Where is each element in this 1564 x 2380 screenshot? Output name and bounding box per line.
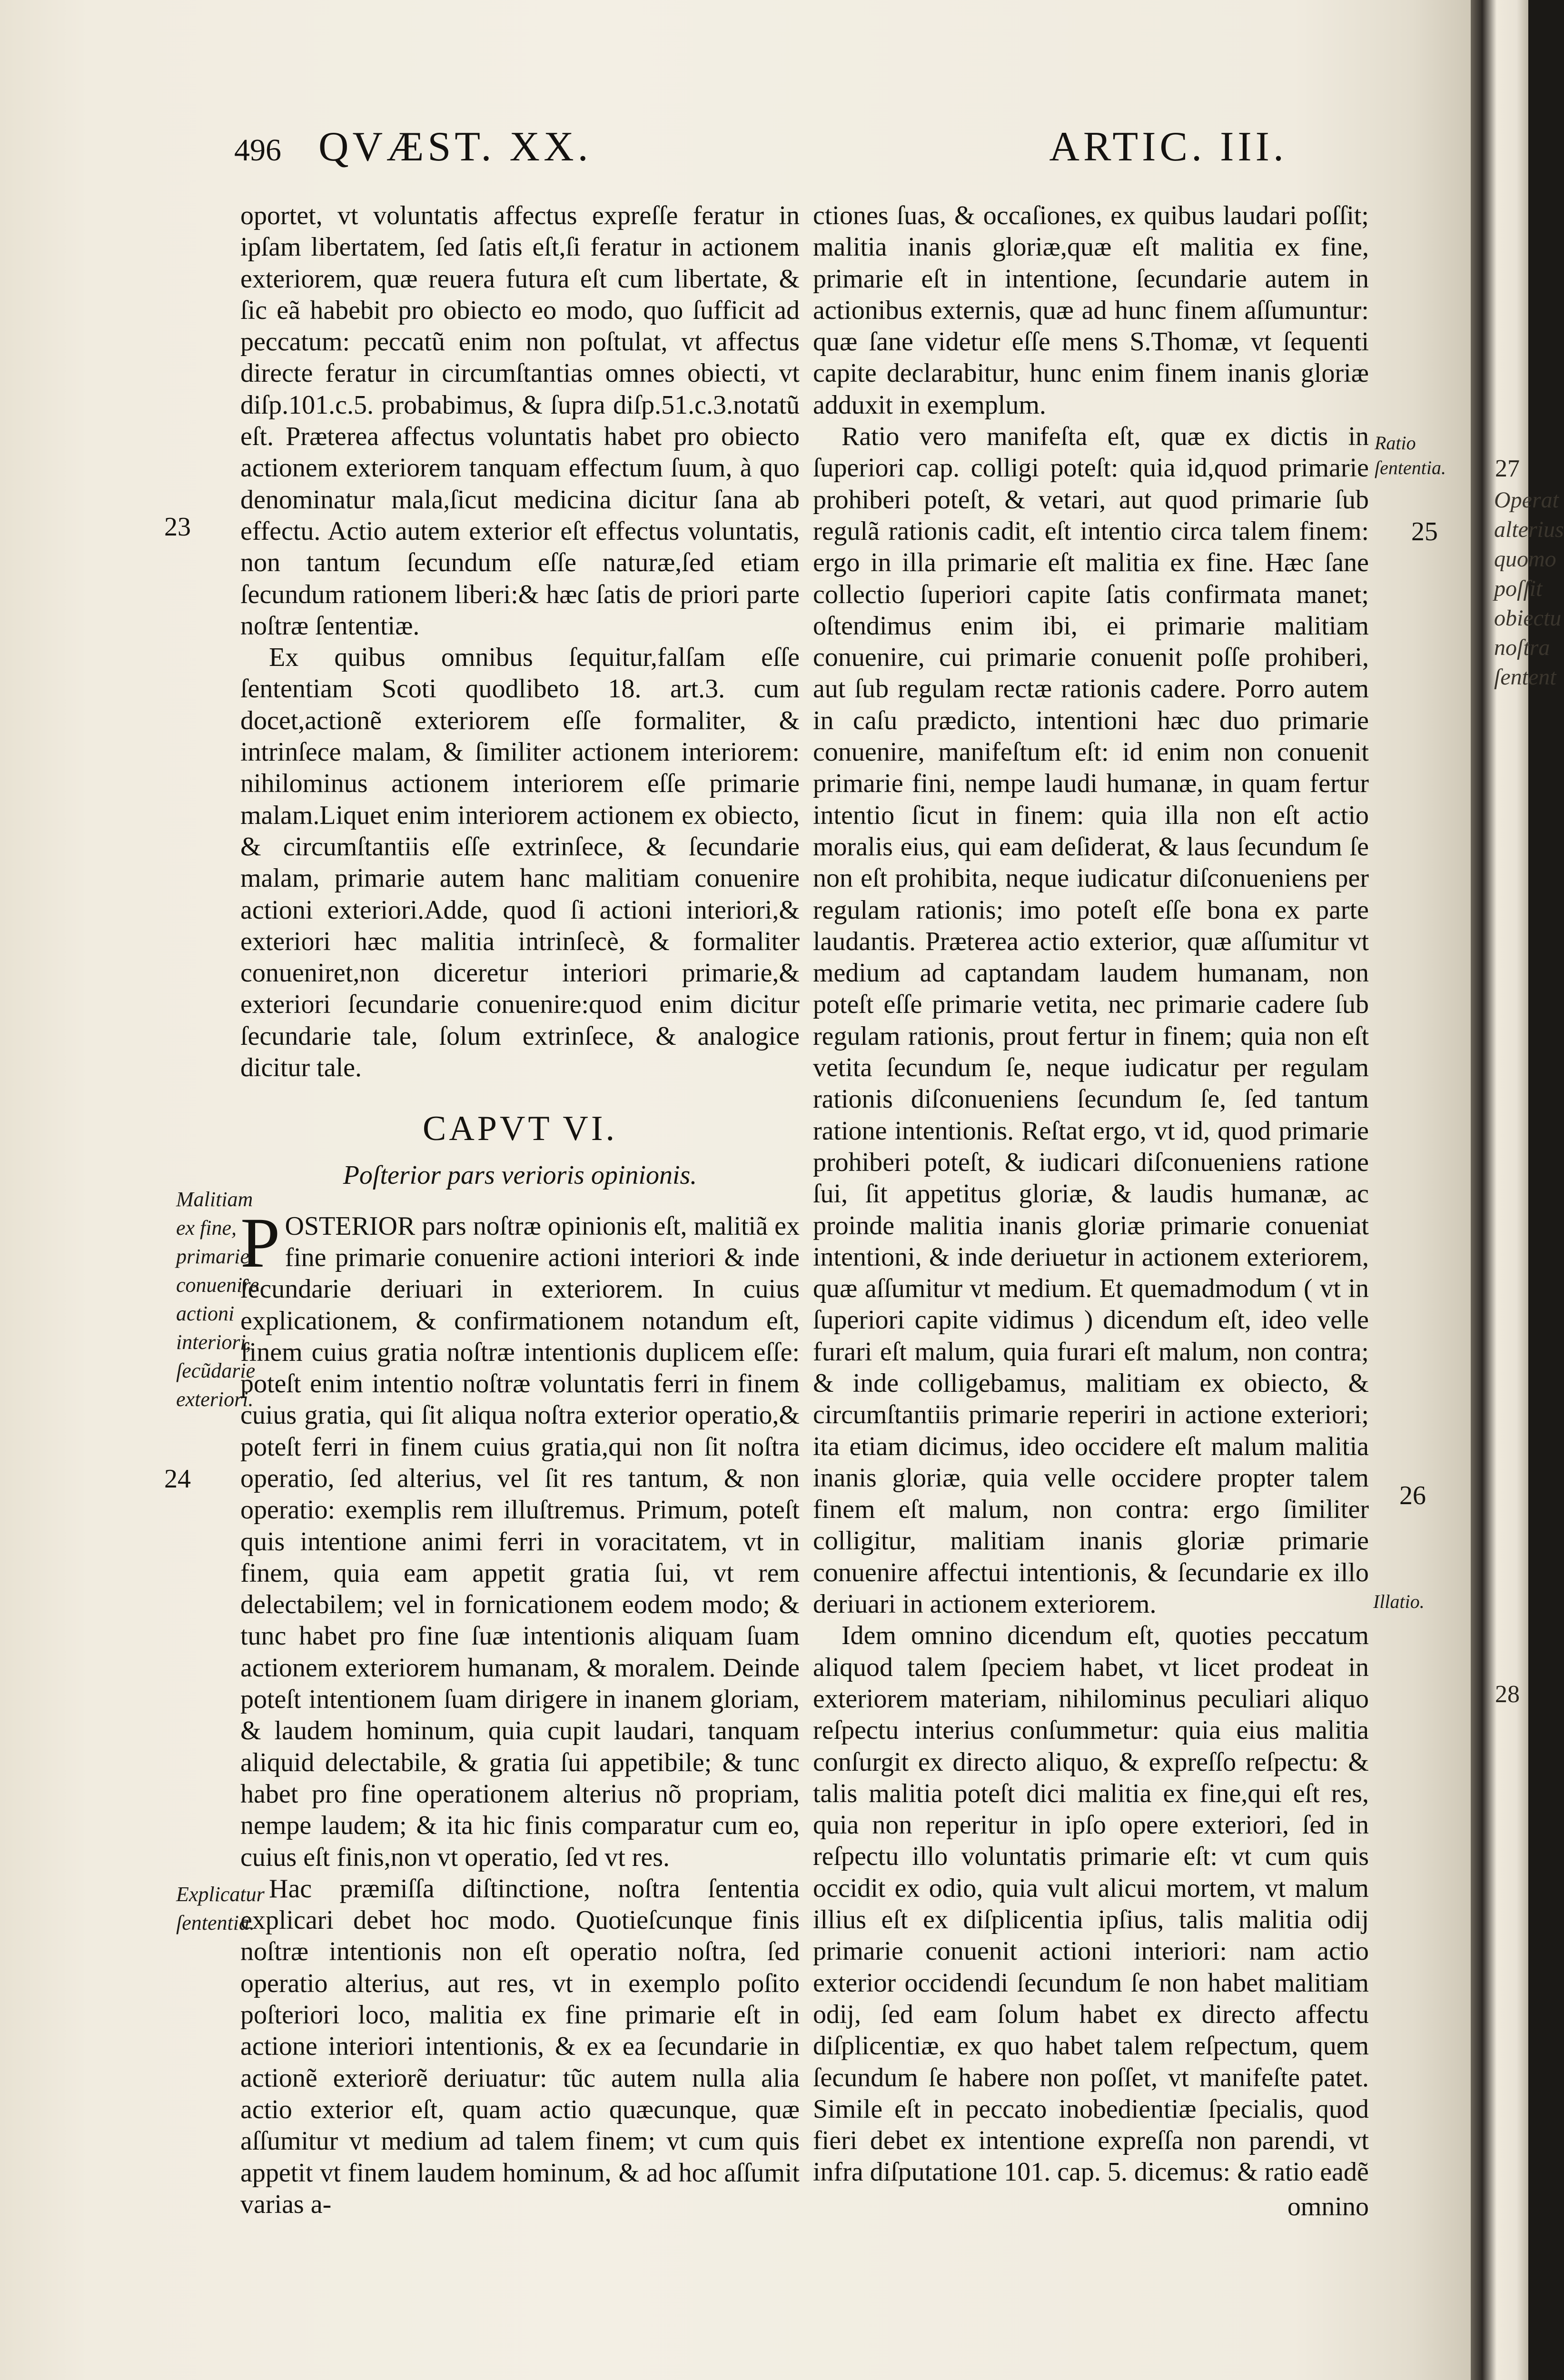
paragraph: Ratio vero manifeſta eſt, quæ ex dictis in ſuperiori cap. colligi poteſt: quia id,quod primarie prohiberi poteſt, & vetari, aut quod primarie ſub regulã rationis cadit, eſt intentio circa talem finem: ergo in illa primarie eſt malitia ex fine. Hæc ſane collectio ſuperiori capite ſatis confirmata manet; oſtendimus enim ibi, ei primarie malitiam conuenire, cui primarie conuenit poſſe prohiberi, aut ſub regulam rectæ rationis cadere. Porro autem in caſu prædicto, intentioni hæc duo primarie conuenire, manifeſtum eſt: id enim non conuenit primarie fini, nempe laudi humanæ, in quam fertur intentio ſicut in finem: quia illa non eſt actio moralis eius, qui eam deſiderat, & laus ſecundum ſe non eſt prohibita, neque iudicatur diſconueniens per regulam rationis; imo poteſt eſſe bona ex parte laudantis. Præterea actio exterior, quæ aſſumitur vt medium ad captandam laudem humanam, non poteſt eſſe primarie vetita, nec primarie cadere ſub regulam rationis, prout fertur in finem; quia non eſt vetita ſecundum ſe, neque iudicatur per regulam rationis diſconueniens ſecundum ſe, ſed tantum ratione intentionis. Reſtat ergo, vt id, quod primarie prohiberi poteſt, & iudicari diſconueniens ratione ſui, ſit appetitus gloriæ, & laudis humanæ, ac proinde malitia inanis gloriæ primarie conueniat intentioni, & inde deriuetur in actionem exteriorem, quæ aſſumitur vt medium. Et quemadmodum ( vt in ſuperiori capite vidimus ) dicendum eſt, ideo velle furari eſt malum, quia furari eſt malum, non contra; & inde colligebamus, malitiam ex obiecto, & circumſtantiis primarie reperiri in actione exteriori; ita etiam dicimus, ideo occidere eſt malum malitia inanis gloriæ, quia velle occidere propter talem finem eſt malum, non contra: ergo ſimiliter colligitur, malitiam inanis gloriæ primarie conuenire affectui intentionis, & ſecundarie ex illo deriuari in actionem exteriorem. [813, 422, 1369, 1619]
paragraph: ctiones ſuas, & occaſiones, ex quibus laudari poſſit; malitia inanis gloriæ,quæ eſt malitia ex fine, primarie eſt in intentione, ſecundarie autem in actionibus externis, quæ ad hunc finem aſſumuntur: quæ ſane videtur eſſe mens S.Thomæ, vt ſequenti capite declarabitur, hunc enim finem inanis gloriæ adduxit in exemplum. [813, 201, 1369, 420]
margin-number: 24 [164, 1464, 191, 1494]
running-header-right: ARTIC. III. [1049, 124, 1287, 170]
paragraph: Ex quibus omnibus ſequitur,falſam eſſe ſententiam Scoti quodlibeto 18. art.3. cum docet,actionẽ exteriorem eſſe formaliter, & intrinſece malam, & ſimiliter actionem interiorem: nihilominus actionem interiorem eſſe primarie malam.Liquet enim interiorem actionem ex obiecto, & circumſtantiis eſſe extrinſece, & ſecundarie malam, primarie autem hanc malitiam conuenire actioni exteriori.Adde, quod ſi actioni interiori,& exteriori hæc malitia intrinſecè, & formaliter conueniret,non diceretur interiori primarie,& exteriori ſecundarie conuenire:quod enim dicitur ſecundarie tale, ſolum extrinſece, & analogice dicitur tale. [240, 643, 800, 1083]
question-title: QVÆST. XX. [318, 124, 592, 170]
paragraph: Idem omnino dicendum eſt, quoties peccatum aliquod talem ſpeciem habet, vt licet prodeat in exteriorem materiam, nihilominus peculiari aliquo reſpectu interius conſummetur: quia eius malitia conſurgit ex directo aliquo, & expreſſo reſpectu: & talis malitia poteſt dici malitia ex fine,qui eſt res, quia non reperitur in ipſo opere exteriori, ſed in reſpectu illo voluntatis primarie eſt: vt cum quis occidit ex odio, quia vult alicui mortem, vt malum illius eſt ex diſplicentia ipſius, talis malitia odij primarie conuenit actioni interiori: nam actio exterior occidendi ſecundum ſe non habet malitiam odij, ſed eam ſolum habet ex directo affectu diſplicentiæ, ex quo habet talem reſpectum, quem ſecundum ſe habere non poſſet, vt manifeſte patet. Simile eſt in peccato inobedientiæ ſpecialis, quod fieri debet ex intentione expreſſa non parendi, vt infra diſputatione 101. cap. 5. dicemus: & ratio eadẽ [813, 1621, 1369, 2187]
margin-number: 25 [1411, 517, 1438, 546]
left-text-column [240, 200, 800, 2220]
margin-note-explicatur: Explicatur ſententia. [176, 1883, 265, 1934]
edge-margin-number: 28 [1495, 1681, 1520, 1708]
margin-number: 26 [1399, 1481, 1426, 1510]
paragraph: Hac præmiſſa diſtinctione, noſtra ſententia explicari debet hoc modo. Quotieſcunque finis noſtræ intentionis non eſt operatio noſtra, ſed operatio alterius, aut res, vt in exemplo poſito poſteriori loco, malitia ex fine primarie eſt in actione interiori intentionis, & ex ea ſecundarie in actionẽ exteriorẽ deriuatur: tũc autem nulla alia actio exterior eſt, quam actio quæcunque, quæ aſſumitur vt medium ad talem finem; vt cum quis appetit vt finem laudem hominum, & ad hoc aſſumit varias a- [240, 1874, 800, 2219]
margin-note-malitiam: Malitiam ex fine, primarie conuenire actioni interiori, ſecũdarie exteriori. [176, 1188, 259, 1411]
edge-margin-number: 27 [1495, 455, 1520, 482]
drop-cap: P [240, 1203, 280, 1282]
paragraph: oportet, vt voluntatis affectus expreſſe feratur in ipſam libertatem, ſed ſatis eſt,ſi feratur in actionem exteriorem, quæ reuera futura eſt cum libertate, & ſic eã habebit pro obiecto eo modo, quo ſufficit ad peccatum: peccatũ enim non poſtulat, vt affectus directe feratur in circumſtantias omnes obiecti, vt diſp.101.c.5. probabimus, & ſupra diſp.51.c.3.notatũ eſt. Præterea affectus voluntatis habet pro obiecto actionem exteriorem tanquam effectum ſuum, à quo denominatur mala,ſicut medicina dicitur ſana ab effectu. Actio autem exterior eſt effectus voluntatis, non tantum ſecundum eſſe naturæ,ſed etiam ſecundum rationem liberi:& hæc ſatis de priori parte noſtræ ſententiæ. [240, 201, 800, 641]
chapter-heading: CAPVT VI. [422, 1109, 617, 1149]
edge-margin-note: Operat alterius quomo poſſit obiectu noſtra ſentent [1494, 487, 1564, 690]
margin-note-ratio: Ratio ſententia. [1375, 432, 1446, 478]
margin-number: 23 [164, 512, 191, 542]
paragraph-text: OSTERIOR pars noſtræ opinionis eſt, malitiã ex fine primarie conuenire actioni interiori & inde ſecundarie deriuari in exteriorem. In cuius explicationem, & confirmationem notandum eſt, finem cuius gratia noſtræ intentionis duplicem eſſe: poteſt enim intentio noſtræ voluntatis ferri in finem cuius gratia, qui ſit aliqua noſtra exterior operatio,& poteſt ferri in finem cuius gratia,qui non ſit noſtra operatio, ſed alterius, vel ſit res tantum, & non operatio: exemplis rem illuſtremus. Primum, poteſt quis intentione animi ferri in voracitatem, vt in finem, quia eam appetit gratia ſui, vt rem delectabilem; vel in fornicationem eodem modo; & tunc habet pro fine ſuæ intentionis aliquam ſuam actionem exteriorem humanam, & moralem. Deinde poteſt intentionem ſuam dirigere in inanem gloriam, & laudem hominum, quia cupit laudari, tanquam aliquid delectabile, & gratia ſui appetibile; & tunc habet pro fine operationem alterius nõ propriam, nempe laudem; & ita hic finis comparatur cum eo, cuius eſt finis,non vt operatio, ſed vt res. [240, 1211, 800, 1872]
next-page-edge [1471, 0, 1564, 2380]
chapter-subtitle: Poſterior pars verioris opinionis. [343, 1160, 697, 1190]
running-header-left [234, 123, 782, 171]
paragraph [240, 1203, 800, 1873]
right-text-column [813, 200, 1369, 2222]
catchword: omnino [1287, 2192, 1369, 2221]
page-number: 496 [234, 133, 281, 168]
margin-note-illatio: Illatio. [1373, 1591, 1425, 1612]
